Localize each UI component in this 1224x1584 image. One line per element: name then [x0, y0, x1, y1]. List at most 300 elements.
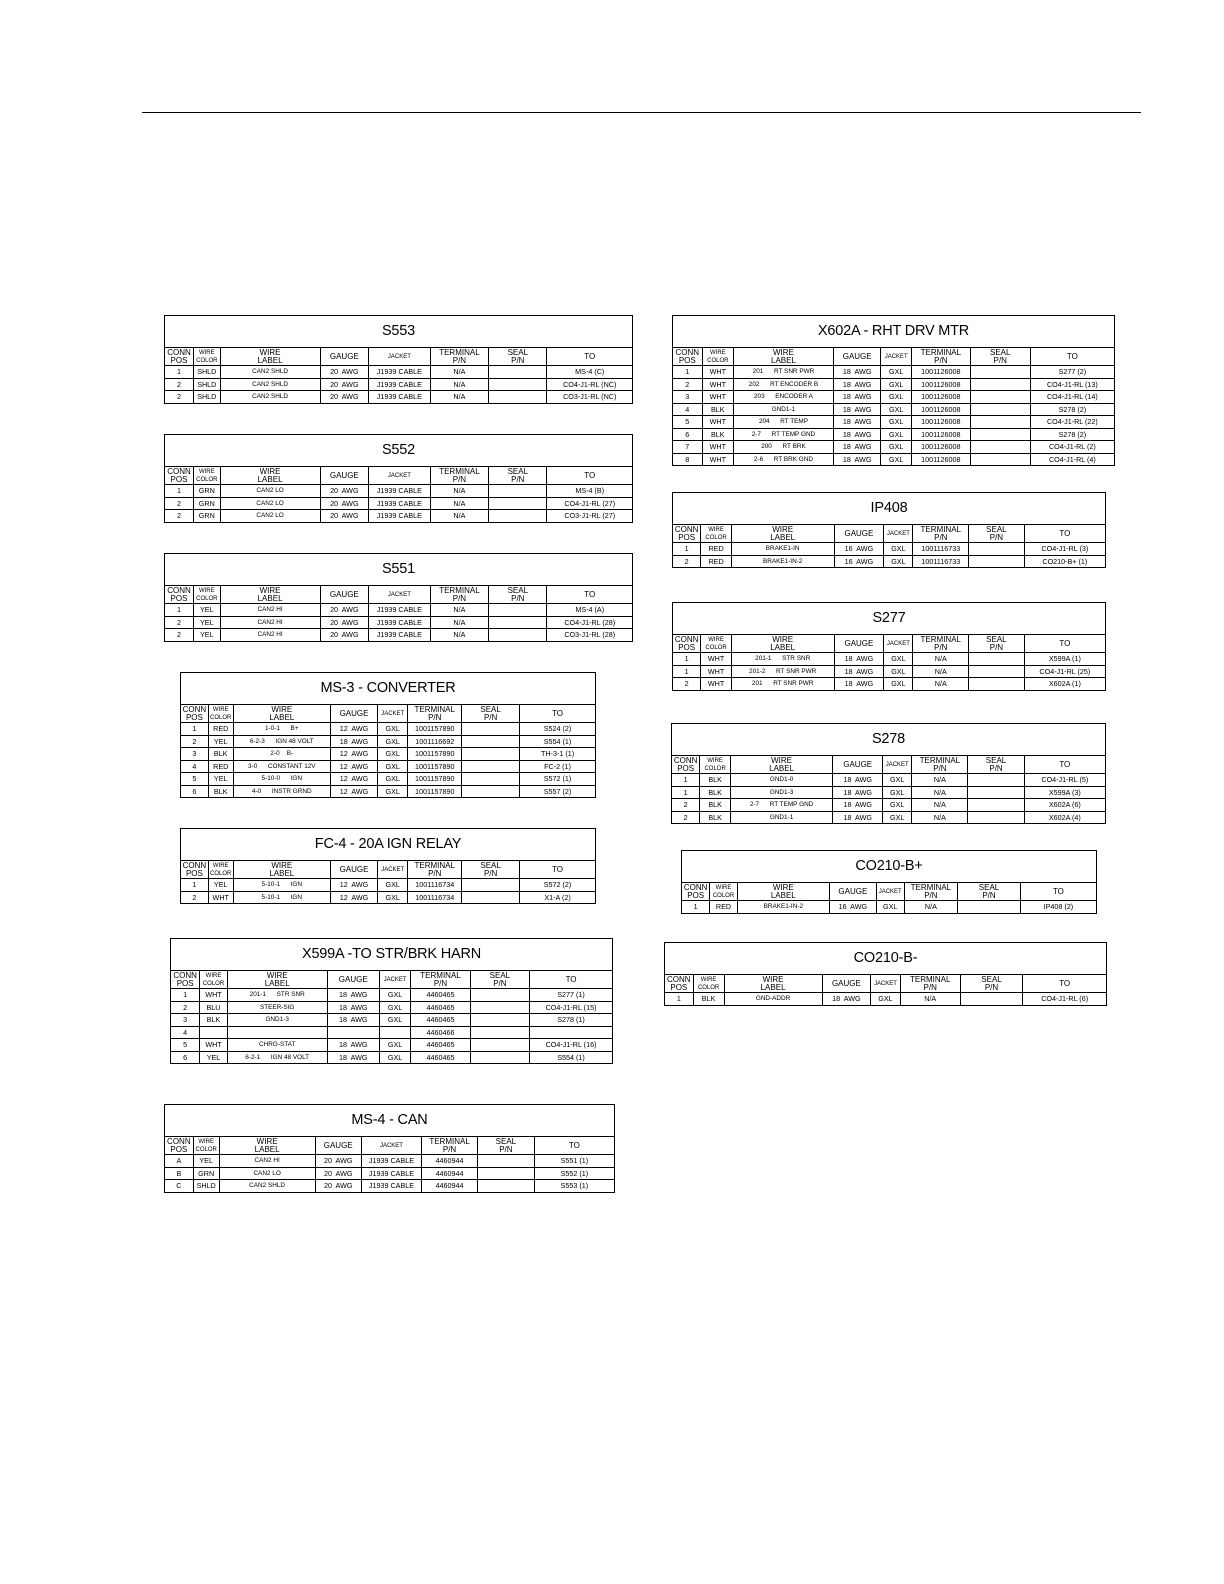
cell-wire-label: CAN2 HI [220, 629, 320, 641]
cell-wire-color: BLU [200, 1001, 227, 1014]
header-to: TO [1020, 883, 1096, 901]
cell-gauge: 12 AWG [330, 879, 377, 892]
cell-seal-pn [462, 879, 520, 892]
cell-wire-label: CAN2 SHLD [220, 378, 320, 391]
header-line: CONN [674, 635, 699, 644]
header-line: WIRE [198, 468, 215, 475]
header-line: WIRE [772, 635, 794, 644]
header-terminal-pn [411, 971, 470, 989]
header-line: LABEL [254, 1144, 280, 1154]
cell-conn-pos: 2 [673, 678, 701, 690]
connector-title: FC-4 - 20A IGN RELAY [181, 829, 595, 861]
cell-conn-pos: 2 [165, 510, 193, 522]
cell-terminal-pn: 1001126008 [911, 441, 970, 454]
header-line: P/N [452, 474, 467, 484]
cell-gauge: 20 AWG [320, 616, 369, 629]
cell-seal-pn [462, 785, 520, 797]
cell-gauge: 12 AWG [330, 723, 377, 736]
cell-wire-color: BLK [702, 403, 733, 416]
header-gauge: GAUGE [330, 861, 377, 879]
header-wire-label [233, 861, 330, 879]
cell-jacket: GXL [884, 653, 913, 666]
cell-terminal-pn: N/A [430, 366, 488, 379]
cell-conn-pos: 1 [673, 653, 701, 666]
cell-wire-color: SHLD [193, 391, 220, 403]
cell-wire-label: GND1-1 [734, 403, 834, 416]
cell-conn-pos: 1 [181, 879, 208, 892]
cell-terminal-pn: 4460465 [411, 1039, 470, 1052]
cell-conn-pos: 4 [673, 403, 702, 416]
cell-to: CO4-J1-RL (22) [1030, 416, 1114, 429]
cell-jacket: GXL [379, 1014, 410, 1027]
header-line: POS [185, 868, 203, 878]
connector-table [671, 723, 1106, 824]
header-line: COLOR [210, 714, 232, 721]
header-line: CONN [667, 975, 691, 984]
header-wire-label [730, 756, 832, 774]
table-row [672, 811, 1105, 823]
header-jacket: JACKET [378, 861, 408, 879]
header-to: TO [520, 861, 595, 879]
header-line: TERMINAL [439, 586, 480, 595]
cell-seal-pn [968, 799, 1024, 812]
cell-wire-label: 2-6 RT BRK GND [734, 453, 834, 465]
cell-wire-color: YEL [193, 629, 220, 641]
header-line: SEAL [986, 525, 1007, 534]
header-gauge: GAUGE [320, 348, 369, 366]
cell-gauge: 12 AWG [330, 773, 377, 786]
cell-wire-color: WHT [701, 653, 732, 666]
header-conn-pos [181, 705, 208, 723]
header-terminal-pn [912, 756, 968, 774]
cell-to: CO4-J1-RL (16) [530, 1039, 612, 1052]
cell-conn-pos: 3 [171, 1014, 200, 1027]
cell-to: X602A (4) [1024, 811, 1105, 823]
cell-conn-pos: 2 [673, 378, 702, 391]
cell-wire-label: 6-2-3 IGN 48 VOLT [233, 735, 330, 748]
cell-jacket: GXL [378, 748, 408, 761]
cell-jacket: GXL [884, 543, 913, 556]
cell-terminal-pn: 1001126008 [911, 453, 970, 465]
header-gauge: GAUGE [315, 1137, 361, 1155]
header-wire-color [208, 861, 233, 879]
header-line: SEAL [989, 348, 1011, 357]
cell-terminal-pn: 1001157890 [408, 773, 462, 786]
cell-terminal-pn: 1001157890 [408, 723, 462, 736]
cell-jacket: GXL [378, 760, 408, 773]
connector-title: IP408 [673, 493, 1105, 525]
header-conn-pos [165, 348, 193, 366]
cell-wire-label: BRAKE1-IN-2 [731, 555, 834, 567]
cell-seal-pn [478, 1155, 535, 1168]
cell-to: MS-4 (A) [547, 604, 632, 617]
cell-gauge: 18 AWG [833, 811, 883, 823]
header-line: LABEL [770, 532, 796, 542]
cell-wire-color: RED [208, 723, 233, 736]
cell-seal-pn [489, 391, 547, 403]
header-line: COLOR [705, 534, 727, 541]
table-row [181, 773, 595, 786]
header-line: SEAL [489, 971, 511, 980]
cell-seal-pn [968, 774, 1024, 787]
table-row [673, 665, 1105, 678]
cell-to: CO3-J1-RL (NC) [547, 391, 632, 403]
header-line: P/N [511, 593, 525, 603]
cell-jacket: J1939 CABLE [361, 1155, 421, 1168]
header-line: P/N [493, 978, 507, 988]
header-line: WIRE [198, 1138, 214, 1145]
header-line: P/N [428, 712, 442, 722]
cell-to: S557 (2) [520, 785, 595, 797]
cell-terminal-pn: 1001157890 [408, 748, 462, 761]
header-line: POS [687, 890, 705, 900]
header-rule [142, 112, 1141, 113]
cell-jacket: GXL [881, 378, 911, 391]
cell-to: FC-2 (1) [520, 760, 595, 773]
header-jacket: JACKET [369, 586, 431, 604]
header-line: COLOR [202, 980, 225, 987]
table-row [165, 616, 632, 629]
cell-terminal-pn: 1001126008 [911, 403, 970, 416]
header-wire-color [193, 348, 220, 366]
cell-to: S554 (1) [530, 1051, 612, 1063]
cell-terminal-pn: 1001116734 [408, 879, 462, 892]
cell-wire-color: BLK [208, 748, 233, 761]
header-seal-pn [478, 1137, 535, 1155]
cell-to: X602A (6) [1024, 799, 1105, 812]
cell-seal-pn [969, 665, 1025, 678]
cell-conn-pos: 5 [171, 1039, 200, 1052]
connector-title: S551 [165, 554, 632, 586]
cell-wire-label: CAN2 SHLD [219, 1180, 315, 1192]
header-line: LABEL [770, 642, 796, 652]
header-seal-pn [462, 705, 520, 723]
connector-table [164, 1104, 615, 1193]
connector-title: X602A - RHT DRV MTR [673, 316, 1114, 348]
header-wire-label [737, 883, 829, 901]
table-row [165, 510, 632, 522]
table-row [673, 555, 1105, 567]
cell-wire-color: BLK [700, 811, 731, 823]
cell-conn-pos: 5 [181, 773, 208, 786]
header-line: POS [678, 642, 696, 652]
header-line: COLOR [210, 870, 232, 877]
table-row [165, 391, 632, 403]
connector-title: S552 [165, 435, 632, 467]
cell-wire-color: BLK [702, 428, 733, 441]
header-line: WIRE [771, 756, 793, 765]
cell-jacket: J1939 CABLE [369, 629, 431, 641]
header-line: P/N [923, 982, 937, 992]
cell-gauge: 18 AWG [833, 378, 881, 391]
cell-gauge: 18 AWG [327, 989, 379, 1002]
header-wire-color [701, 635, 732, 653]
header-gauge: GAUGE [833, 756, 883, 774]
cell-terminal-pn: 1001157890 [408, 760, 462, 773]
connector-title: S278 [672, 724, 1105, 756]
header-line: P/N [982, 890, 996, 900]
cell-seal-pn [970, 403, 1030, 416]
header-seal-pn [969, 635, 1025, 653]
cell-jacket: J1939 CABLE [361, 1180, 421, 1192]
cell-gauge: 18 AWG [833, 441, 881, 454]
cell-jacket: GXL [881, 403, 911, 416]
cell-terminal-pn: N/A [430, 485, 488, 498]
cell-wire-color: RED [701, 555, 732, 567]
table-row [165, 629, 632, 641]
header-line: POS [677, 763, 695, 773]
cell-jacket: GXL [881, 441, 911, 454]
header-jacket: JACKET [876, 883, 904, 901]
cell-conn-pos: 2 [165, 629, 193, 641]
cell-wire-color: WHT [702, 391, 733, 404]
header-wire-label [734, 348, 834, 366]
cell-gauge: 18 AWG [833, 416, 881, 429]
header-gauge: GAUGE [834, 525, 884, 543]
cell-gauge: 16 AWG [829, 901, 876, 913]
header-line: WIRE [700, 976, 717, 983]
cell-to: CO4-J1-RL (25) [1024, 665, 1105, 678]
header-line: WIRE [205, 972, 222, 979]
cell-to: X1-A (2) [520, 891, 595, 903]
cell-wire-color: GRN [193, 510, 220, 522]
header-conn-pos [665, 975, 693, 993]
cell-gauge: 16 AWG [834, 543, 884, 556]
cell-terminal-pn: 1001116733 [913, 555, 969, 567]
connector-table [180, 828, 596, 904]
cell-wire-color: BLK [693, 993, 724, 1005]
table-row [171, 1014, 612, 1027]
cell-wire-color: RED [208, 760, 233, 773]
table-row [672, 774, 1105, 787]
cell-conn-pos: 1 [165, 485, 193, 498]
header-line: POS [185, 712, 203, 722]
table-row [673, 543, 1105, 556]
cell-jacket: GXL [884, 555, 913, 567]
cell-seal-pn [489, 485, 547, 498]
cell-wire-color: WHT [200, 989, 227, 1002]
header-line: TERMINAL [439, 467, 480, 476]
header-to: TO [1030, 348, 1114, 366]
cell-jacket: GXL [379, 989, 410, 1002]
header-conn-pos [673, 635, 701, 653]
header-line: TERMINAL [420, 971, 461, 980]
cell-terminal-pn: N/A [430, 604, 488, 617]
connector-table [672, 315, 1115, 466]
cell-seal-pn [969, 543, 1025, 556]
table-row [673, 453, 1114, 465]
cell-jacket: J1939 CABLE [369, 604, 431, 617]
header-line: SEAL [981, 975, 1002, 984]
header-wire-label [731, 635, 834, 653]
header-wire-color [700, 756, 731, 774]
header-line: WIRE [271, 705, 293, 714]
cell-gauge: 18 AWG [833, 391, 881, 404]
header-line: CONN [674, 525, 699, 534]
header-line: WIRE [772, 883, 794, 892]
header-line: P/N [934, 532, 948, 542]
header-line: CONN [167, 586, 191, 595]
header-terminal-pn [430, 348, 488, 366]
cell-gauge: 12 AWG [330, 760, 377, 773]
cell-terminal-pn: 4460465 [411, 989, 470, 1002]
header-jacket: JACKET [361, 1137, 421, 1155]
header-line: LABEL [257, 474, 283, 484]
cell-jacket [379, 1026, 410, 1039]
table-row [165, 378, 632, 391]
cell-seal-pn [462, 760, 520, 773]
header-line: WIRE [715, 884, 732, 891]
header-line: TERMINAL [920, 348, 962, 357]
header-line: TERMINAL [919, 756, 961, 765]
cell-gauge: 18 AWG [833, 453, 881, 465]
header-line: COLOR [697, 984, 720, 991]
cell-jacket: GXL [378, 785, 408, 797]
cell-to: CO4-J1-RL (14) [1030, 391, 1114, 404]
header-to: TO [547, 586, 632, 604]
cell-conn-pos: 1 [665, 993, 693, 1005]
cell-wire-label: 3-0 CONSTANT 12V [233, 760, 330, 773]
header-line: WIRE [772, 525, 794, 534]
cell-wire-color: YEL [193, 1155, 219, 1168]
cell-gauge: 20 AWG [320, 510, 369, 522]
cell-wire-color: YEL [193, 604, 220, 617]
cell-conn-pos: 3 [673, 391, 702, 404]
cell-jacket: GXL [378, 723, 408, 736]
cell-to: CO4-J1-RL (5) [1024, 774, 1105, 787]
header-seal-pn [489, 586, 547, 604]
cell-conn-pos: 1 [672, 786, 700, 799]
header-jacket: JACKET [369, 467, 431, 485]
header-jacket: JACKET [881, 348, 911, 366]
cell-terminal-pn: 1001126008 [911, 416, 970, 429]
header-line: P/N [989, 763, 1003, 773]
cell-gauge: 20 AWG [315, 1167, 361, 1180]
cell-conn-pos: 2 [181, 891, 208, 903]
cell-seal-pn [470, 1026, 529, 1039]
cell-wire-label: 5-10-0 IGN [233, 773, 330, 786]
cell-to [530, 1026, 612, 1039]
cell-gauge: 18 AWG [833, 799, 883, 812]
header-line: TERMINAL [439, 348, 480, 357]
header-to: TO [547, 348, 632, 366]
cell-conn-pos: B [165, 1167, 193, 1180]
cell-seal-pn [970, 366, 1030, 379]
cell-gauge: 20 AWG [315, 1155, 361, 1168]
header-to: TO [1023, 975, 1106, 993]
cell-gauge: 18 AWG [833, 403, 881, 416]
cell-gauge: 18 AWG [327, 1039, 379, 1052]
cell-seal-pn [478, 1180, 535, 1192]
cell-terminal-pn: 1001126008 [911, 378, 970, 391]
table-row [672, 799, 1105, 812]
cell-wire-label: CAN2 SHLD [220, 391, 320, 403]
header-line: WIRE [259, 348, 281, 357]
header-seal-pn [968, 756, 1024, 774]
table-row [181, 785, 595, 797]
header-conn-pos [165, 586, 193, 604]
header-line: P/N [452, 355, 467, 365]
connector-table [672, 492, 1106, 568]
cell-terminal-pn: 1001116734 [408, 891, 462, 903]
cell-wire-label: GND-ADDR [724, 993, 822, 1005]
header-line: TERMINAL [920, 635, 961, 644]
header-wire-color [200, 971, 227, 989]
cell-jacket: GXL [881, 416, 911, 429]
cell-conn-pos: 6 [181, 785, 208, 797]
cell-seal-pn [970, 441, 1030, 454]
header-to: TO [547, 467, 632, 485]
cell-wire-label: GND1-0 [730, 774, 832, 787]
cell-gauge: 18 AWG [327, 1051, 379, 1063]
cell-conn-pos: 2 [181, 735, 208, 748]
header-terminal-pn [408, 861, 462, 879]
cell-wire-label: 201 RT SNR PWR [734, 366, 834, 379]
connector-table [681, 850, 1097, 914]
cell-jacket: GXL [881, 391, 911, 404]
header-wire-color [193, 586, 220, 604]
cell-terminal-pn: N/A [430, 629, 488, 641]
cell-to: X602A (1) [1024, 678, 1105, 690]
table-row [682, 901, 1096, 913]
cell-terminal-pn: 1001126008 [911, 428, 970, 441]
header-line: WIRE [259, 586, 281, 595]
cell-seal-pn [462, 891, 520, 903]
cell-terminal-pn: N/A [913, 653, 969, 666]
cell-jacket: GXL [884, 665, 913, 678]
header-line: WIRE [198, 587, 215, 594]
cell-wire-color: GRN [193, 485, 220, 498]
header-conn-pos [171, 971, 200, 989]
header-line: P/N [433, 978, 448, 988]
cell-gauge: 16 AWG [834, 555, 884, 567]
cell-wire-label: BRAKE1-IN-2 [737, 901, 829, 913]
header-wire-color [193, 1137, 219, 1155]
header-line: COLOR [704, 765, 726, 772]
header-jacket: JACKET [871, 975, 901, 993]
cell-gauge: 20 AWG [320, 604, 369, 617]
cell-jacket: GXL [379, 1051, 410, 1063]
header-line: LABEL [770, 890, 796, 900]
header-wire-color [710, 883, 737, 901]
connector-title: CO210-B- [665, 943, 1106, 975]
cell-wire-color: SHLD [193, 378, 220, 391]
header-line: P/N [924, 890, 938, 900]
table-row [673, 403, 1114, 416]
header-line: WIRE [709, 349, 726, 356]
cell-wire-label: GND1-1 [730, 811, 832, 823]
cell-conn-pos: 3 [181, 748, 208, 761]
cell-to: CO4-J1-RL (28) [547, 616, 632, 629]
header-conn-pos [673, 348, 702, 366]
table-row [171, 989, 612, 1002]
header-line: TERMINAL [909, 975, 951, 984]
table-row [673, 366, 1114, 379]
header-line: CONN [182, 861, 207, 870]
table-row [673, 653, 1105, 666]
cell-gauge: 18 AWG [822, 993, 871, 1005]
cell-conn-pos: 1 [673, 665, 701, 678]
cell-wire-label: 204 RT TEMP [734, 416, 834, 429]
header-seal-pn [960, 975, 1023, 993]
header-line: LABEL [269, 712, 295, 722]
cell-gauge: 18 AWG [833, 774, 883, 787]
cell-jacket: GXL [378, 891, 408, 903]
cell-terminal-pn: 1001126008 [911, 366, 970, 379]
cell-conn-pos: 1 [673, 366, 702, 379]
cell-conn-pos: 2 [673, 555, 701, 567]
cell-wire-label [227, 1026, 327, 1039]
